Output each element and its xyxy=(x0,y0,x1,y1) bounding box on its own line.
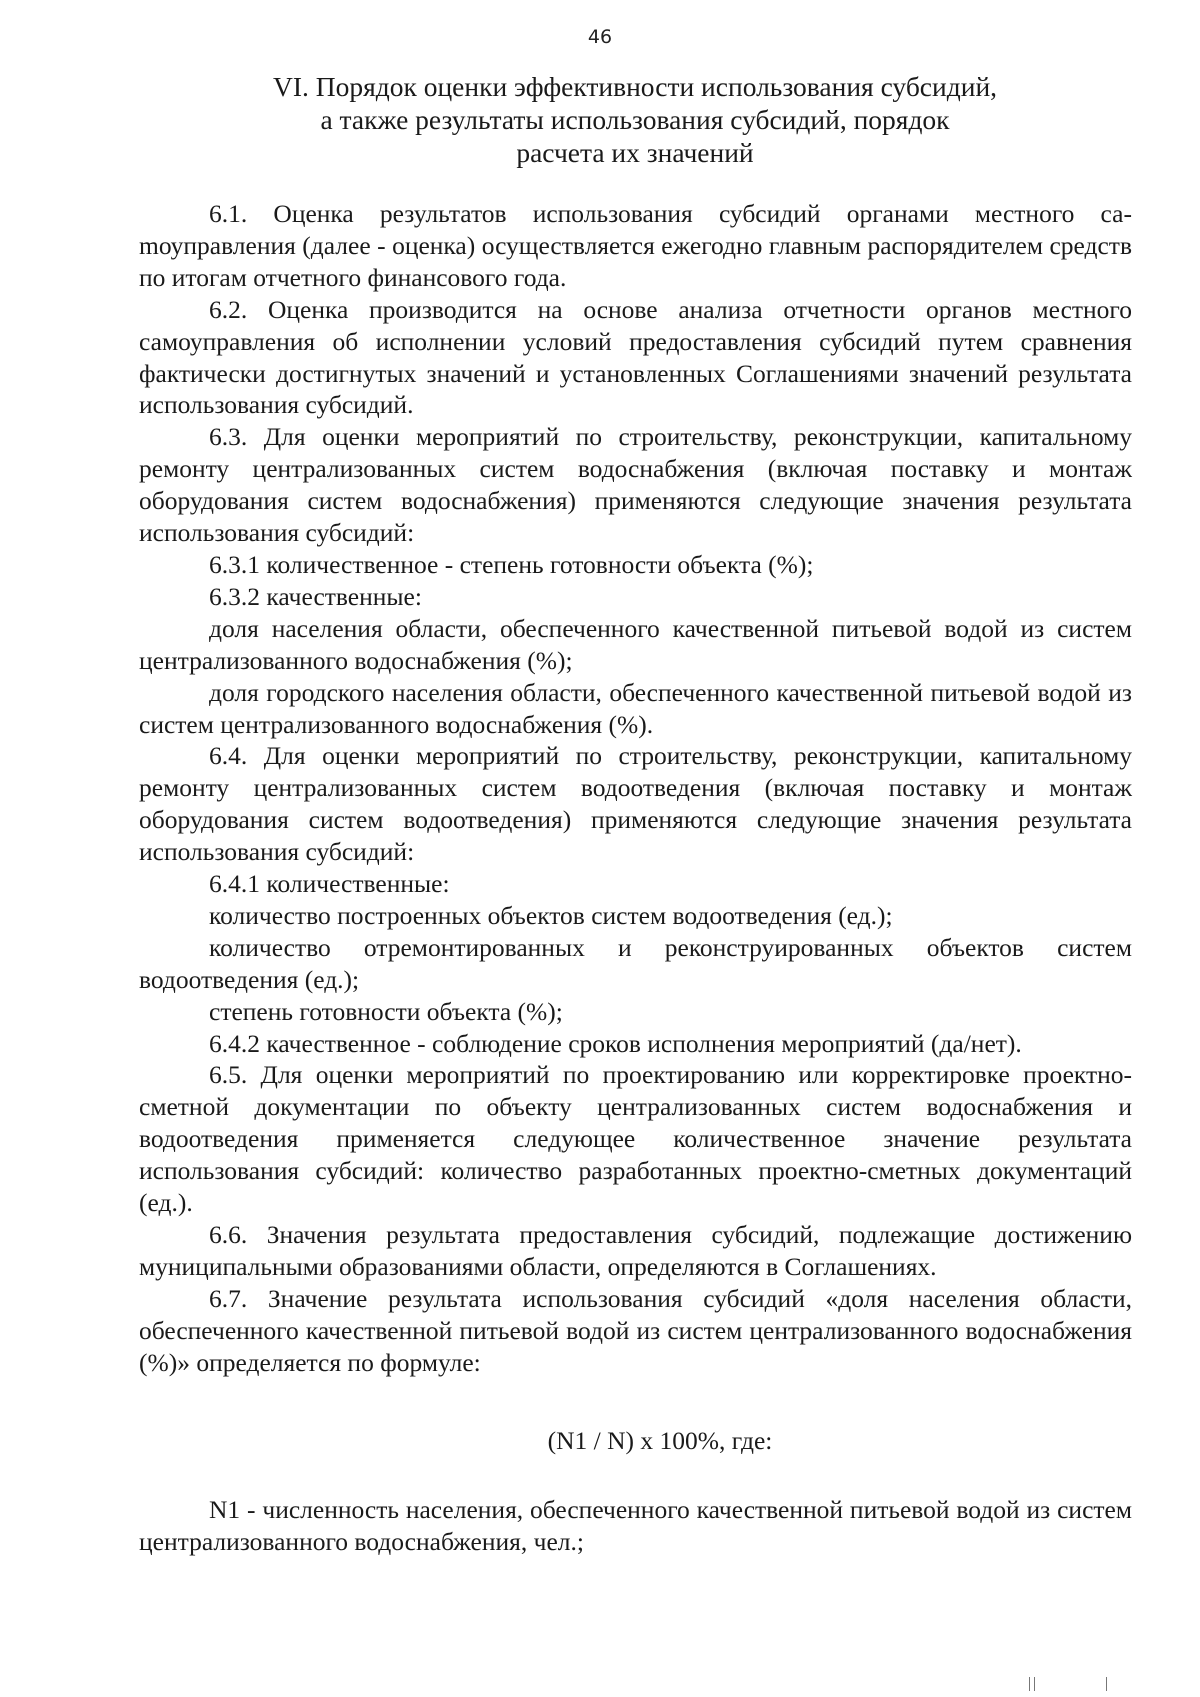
list-item-built-objects: количество построенных объектов систем водоотведения (ед.); xyxy=(209,900,893,930)
paragraph-6-3-1: 6.3.1 количественное - степень готовности объекта (%); xyxy=(209,549,814,579)
paragraph-6-4: 6.4. Для оценки мероприятий по строительству, реконструкции, капитальному ремонту централизованных систем водоотведения (включая поставку и монтаж оборудования систем водоотведения) применяются следующие значения результата использования субсидий: xyxy=(139,741,1132,867)
paragraph-6-5: 6.5. Для оценки мероприятий по проектированию или корректировке проектно-сметной документации по объекту централизованных систем водоснабжения и водоотведения применяется следующее количественное значение результата использования субсидий: количество разработанных проектно-сметных документаций (ед.). xyxy=(139,1060,1132,1218)
section-heading-line-2: а также результаты использования субсидий, порядок xyxy=(320,104,950,135)
scan-artifact xyxy=(1029,1677,1030,1691)
section-heading-line-1: VI. Порядок оценки эффективности использования субсидий, xyxy=(272,71,998,102)
paragraph-6-4-2: 6.4.2 качественное - соблюдение сроков исполнения мероприятий (да/нет). xyxy=(209,1028,1022,1058)
paragraph-6-4-1: 6.4.1 количественные: xyxy=(209,869,450,899)
paragraph-6-1: 6.1. Оценка результатов использования субсидий органами местного саmоуправления (далее - оценка) осуществляется ежегодно главным распорядителем средств по итогам отчетного финансового года. xyxy=(139,199,1132,292)
paragraph-6-6: 6.6. Значения результата предоставления субсидий, подлежащие достижению муниципальными образованиями области, определяются в Соглашениях. xyxy=(139,1220,1132,1281)
paragraph-6-7: 6.7. Значение результата использования субсидий «доля населения области, обеспеченного качественной питьевой водой из систем централизованного водоснабжения (%)» определяется по формуле: xyxy=(139,1283,1132,1377)
paragraph-6-3-2: 6.3.2 качественные: xyxy=(209,581,422,611)
list-item-repaired-objects: количество отремонтированных и реконструированных объектов систем водоотведения (ед.); xyxy=(139,932,1132,994)
section-heading-line-3: расчета их значений xyxy=(516,137,754,168)
body-text xyxy=(139,198,1132,1379)
section-heading xyxy=(140,70,1130,169)
definition-block xyxy=(139,1494,1132,1558)
page-number: 46 xyxy=(587,26,613,48)
definition-n1: N1 - численность населения, обеспеченного качественной питьевой водой из систем централизованного водоснабжения, чел.; xyxy=(139,1495,1132,1556)
scan-artifact xyxy=(1106,1677,1107,1691)
paragraph-6-2: 6.2. Оценка производится на основе анализа отчетности органов местного самоуправления об исполнении условий предоставления субсидий путем сравнения фактически достигнутых значений и установленных Соглашениями значений результата использования субсидий. xyxy=(139,294,1132,420)
list-item-water-share-region: доля населения области, обеспеченного качественной питьевой водой из систем централизованного водоснабжения (%); xyxy=(139,613,1132,675)
list-item-readiness: степень готовности объекта (%); xyxy=(209,996,563,1026)
scan-artifact xyxy=(1034,1677,1035,1691)
paragraph-6-3: 6.3. Для оценки мероприятий по строительству, реконструкции, капитальному ремонту централизованных систем водоснабжения (включая поставку и монтаж оборудования систем водоснабжения) применяются следующие значения результата использования субсидий: xyxy=(139,422,1132,548)
formula: (N1 / N) x 100%, где: xyxy=(547,1426,773,1455)
list-item-water-share-urban: доля городского населения области, обеспеченного качественной питьевой водой из систем централизованного водоснабжения (%). xyxy=(139,677,1132,739)
